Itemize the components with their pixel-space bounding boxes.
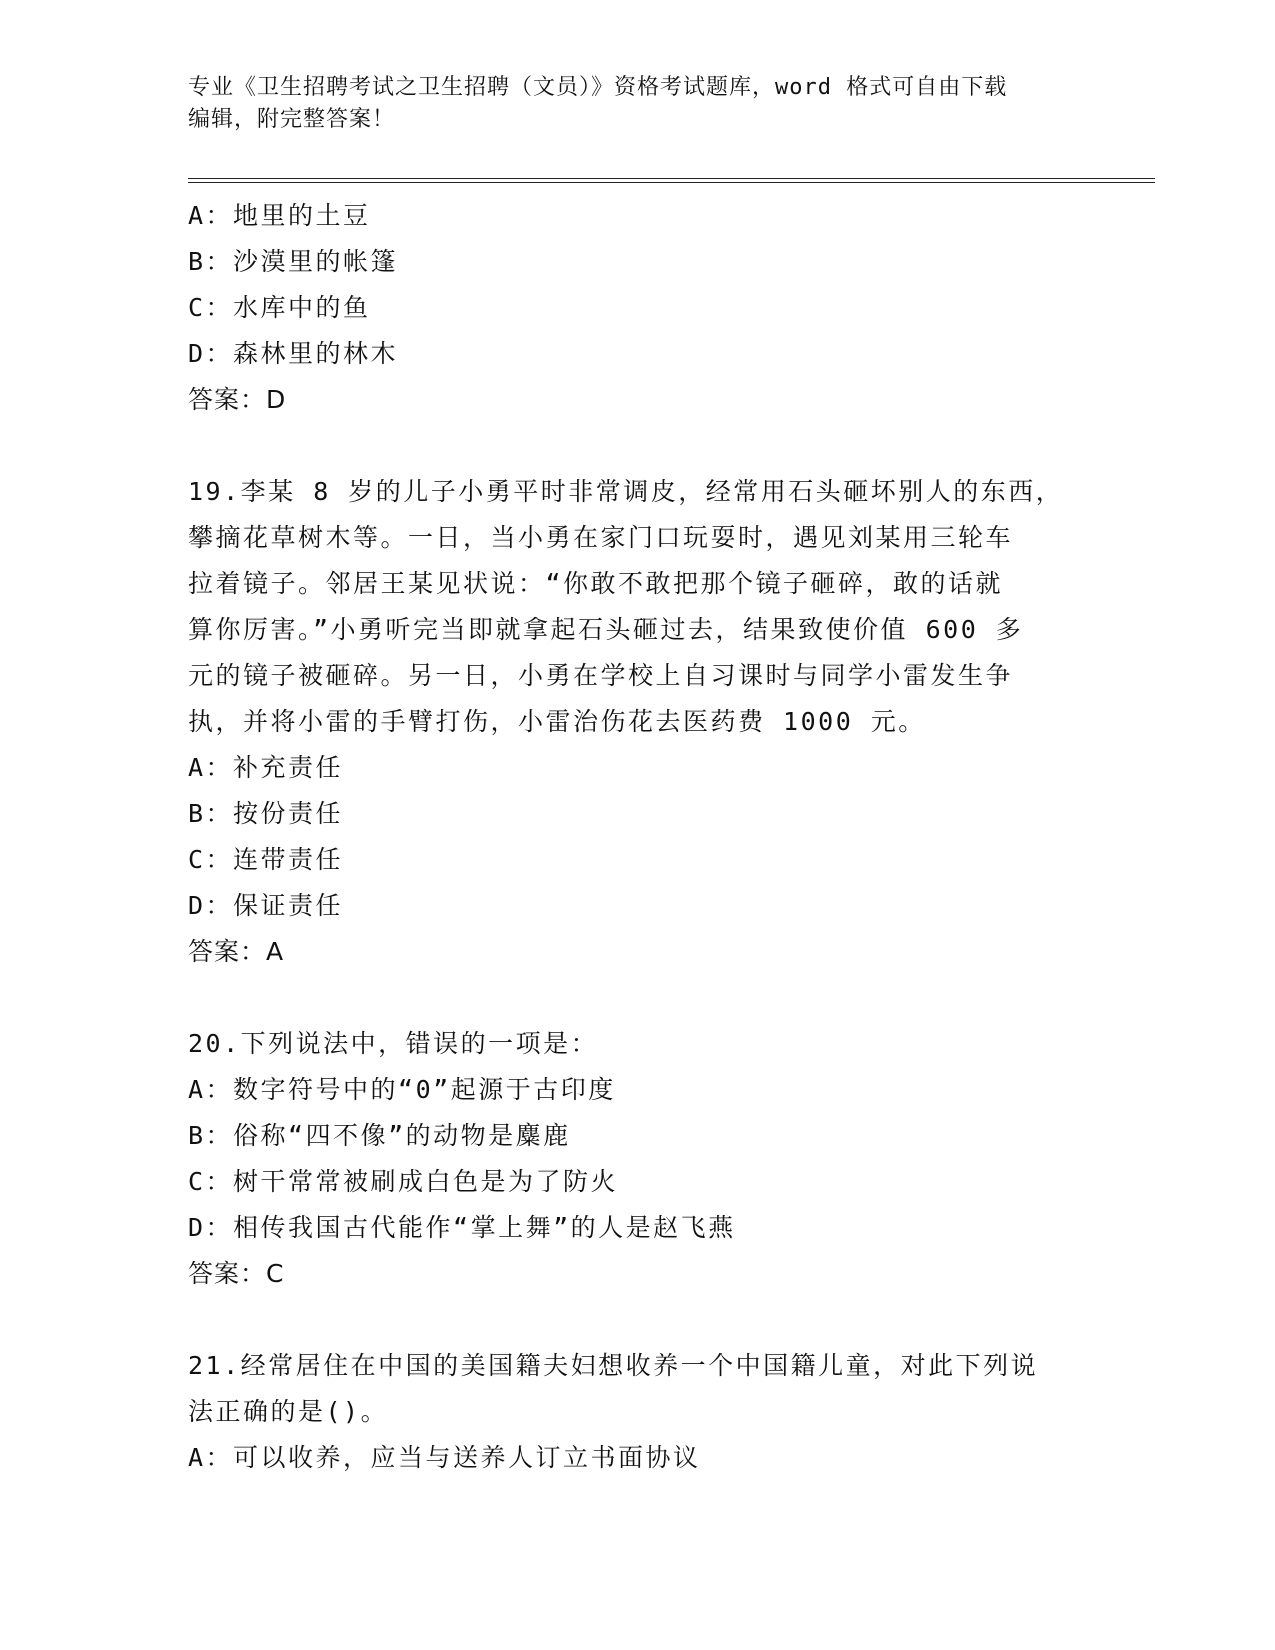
question-19 <box>188 469 1088 975</box>
answer: 答案：D <box>188 385 287 414</box>
option-c: C：水库中的鱼 <box>188 293 371 322</box>
question-text-line: 攀摘花草树木等。一日，当小勇在家门口玩耍时，遇见刘某用三轮车 <box>188 523 1014 552</box>
answer: 答案：A <box>188 937 285 966</box>
question-20 <box>188 1021 1088 1297</box>
document-body <box>188 193 1088 1481</box>
question-text-line: 执，并将小雷的手臂打伤，小雷治伤花去医药费 1000 元。 <box>188 707 926 736</box>
question-text-line: 算你厉害。”小勇听完当即就拿起石头砸过去，结果致使价值 600 多 <box>188 615 1024 644</box>
option-d: D：相传我国古代能作“掌上舞”的人是赵飞燕 <box>188 1213 736 1242</box>
question-text-line: 拉着镜子。邻居王某见状说：“你敢不敢把那个镜子砸碎，敢的话就 <box>188 569 1004 598</box>
option-d: D：保证责任 <box>188 891 344 920</box>
question-text-line: 20.下列说法中，错误的一项是： <box>188 1029 599 1058</box>
question-text-line: 19.李某 8 岁的儿子小勇平时非常调皮，经常用石头砸坏别人的东西， <box>188 477 1064 506</box>
option-a: A：地里的土豆 <box>188 201 371 230</box>
question-21 <box>188 1343 1088 1481</box>
option-b: B：俗称“四不像”的动物是麋鹿 <box>188 1121 571 1150</box>
header-rule-bottom <box>188 182 1155 183</box>
header-line-2: 编辑，附完整答案！ <box>188 107 396 132</box>
document-header <box>188 72 1088 136</box>
question-18 <box>188 193 1088 423</box>
option-a: A：可以收养，应当与送养人订立书面协议 <box>188 1443 701 1472</box>
option-a: A：数字符号中的“0”起源于古印度 <box>188 1075 616 1104</box>
question-text-line: 21.经常居住在中国的美国籍夫妇想收养一个中国籍儿童，对此下列说 <box>188 1351 1039 1380</box>
question-text-line: 元的镜子被砸碎。另一日，小勇在学校上自习课时与同学小雷发生争 <box>188 661 1014 690</box>
option-c: C：连带责任 <box>188 845 344 874</box>
answer: 答案：C <box>188 1259 285 1288</box>
header-line-1: 专业《卫生招聘考试之卫生招聘（文员）》资格考试题库，word 格式可自由下载 <box>188 75 1008 100</box>
option-a: A：补充责任 <box>188 753 344 782</box>
question-text-line: 法正确的是()。 <box>188 1397 389 1426</box>
option-c: C：树干常常被刷成白色是为了防火 <box>188 1167 619 1196</box>
option-b: B：按份责任 <box>188 799 344 828</box>
option-d: D：森林里的林木 <box>188 339 399 368</box>
header-rule-top <box>188 178 1155 179</box>
option-b: B：沙漠里的帐篷 <box>188 247 399 276</box>
